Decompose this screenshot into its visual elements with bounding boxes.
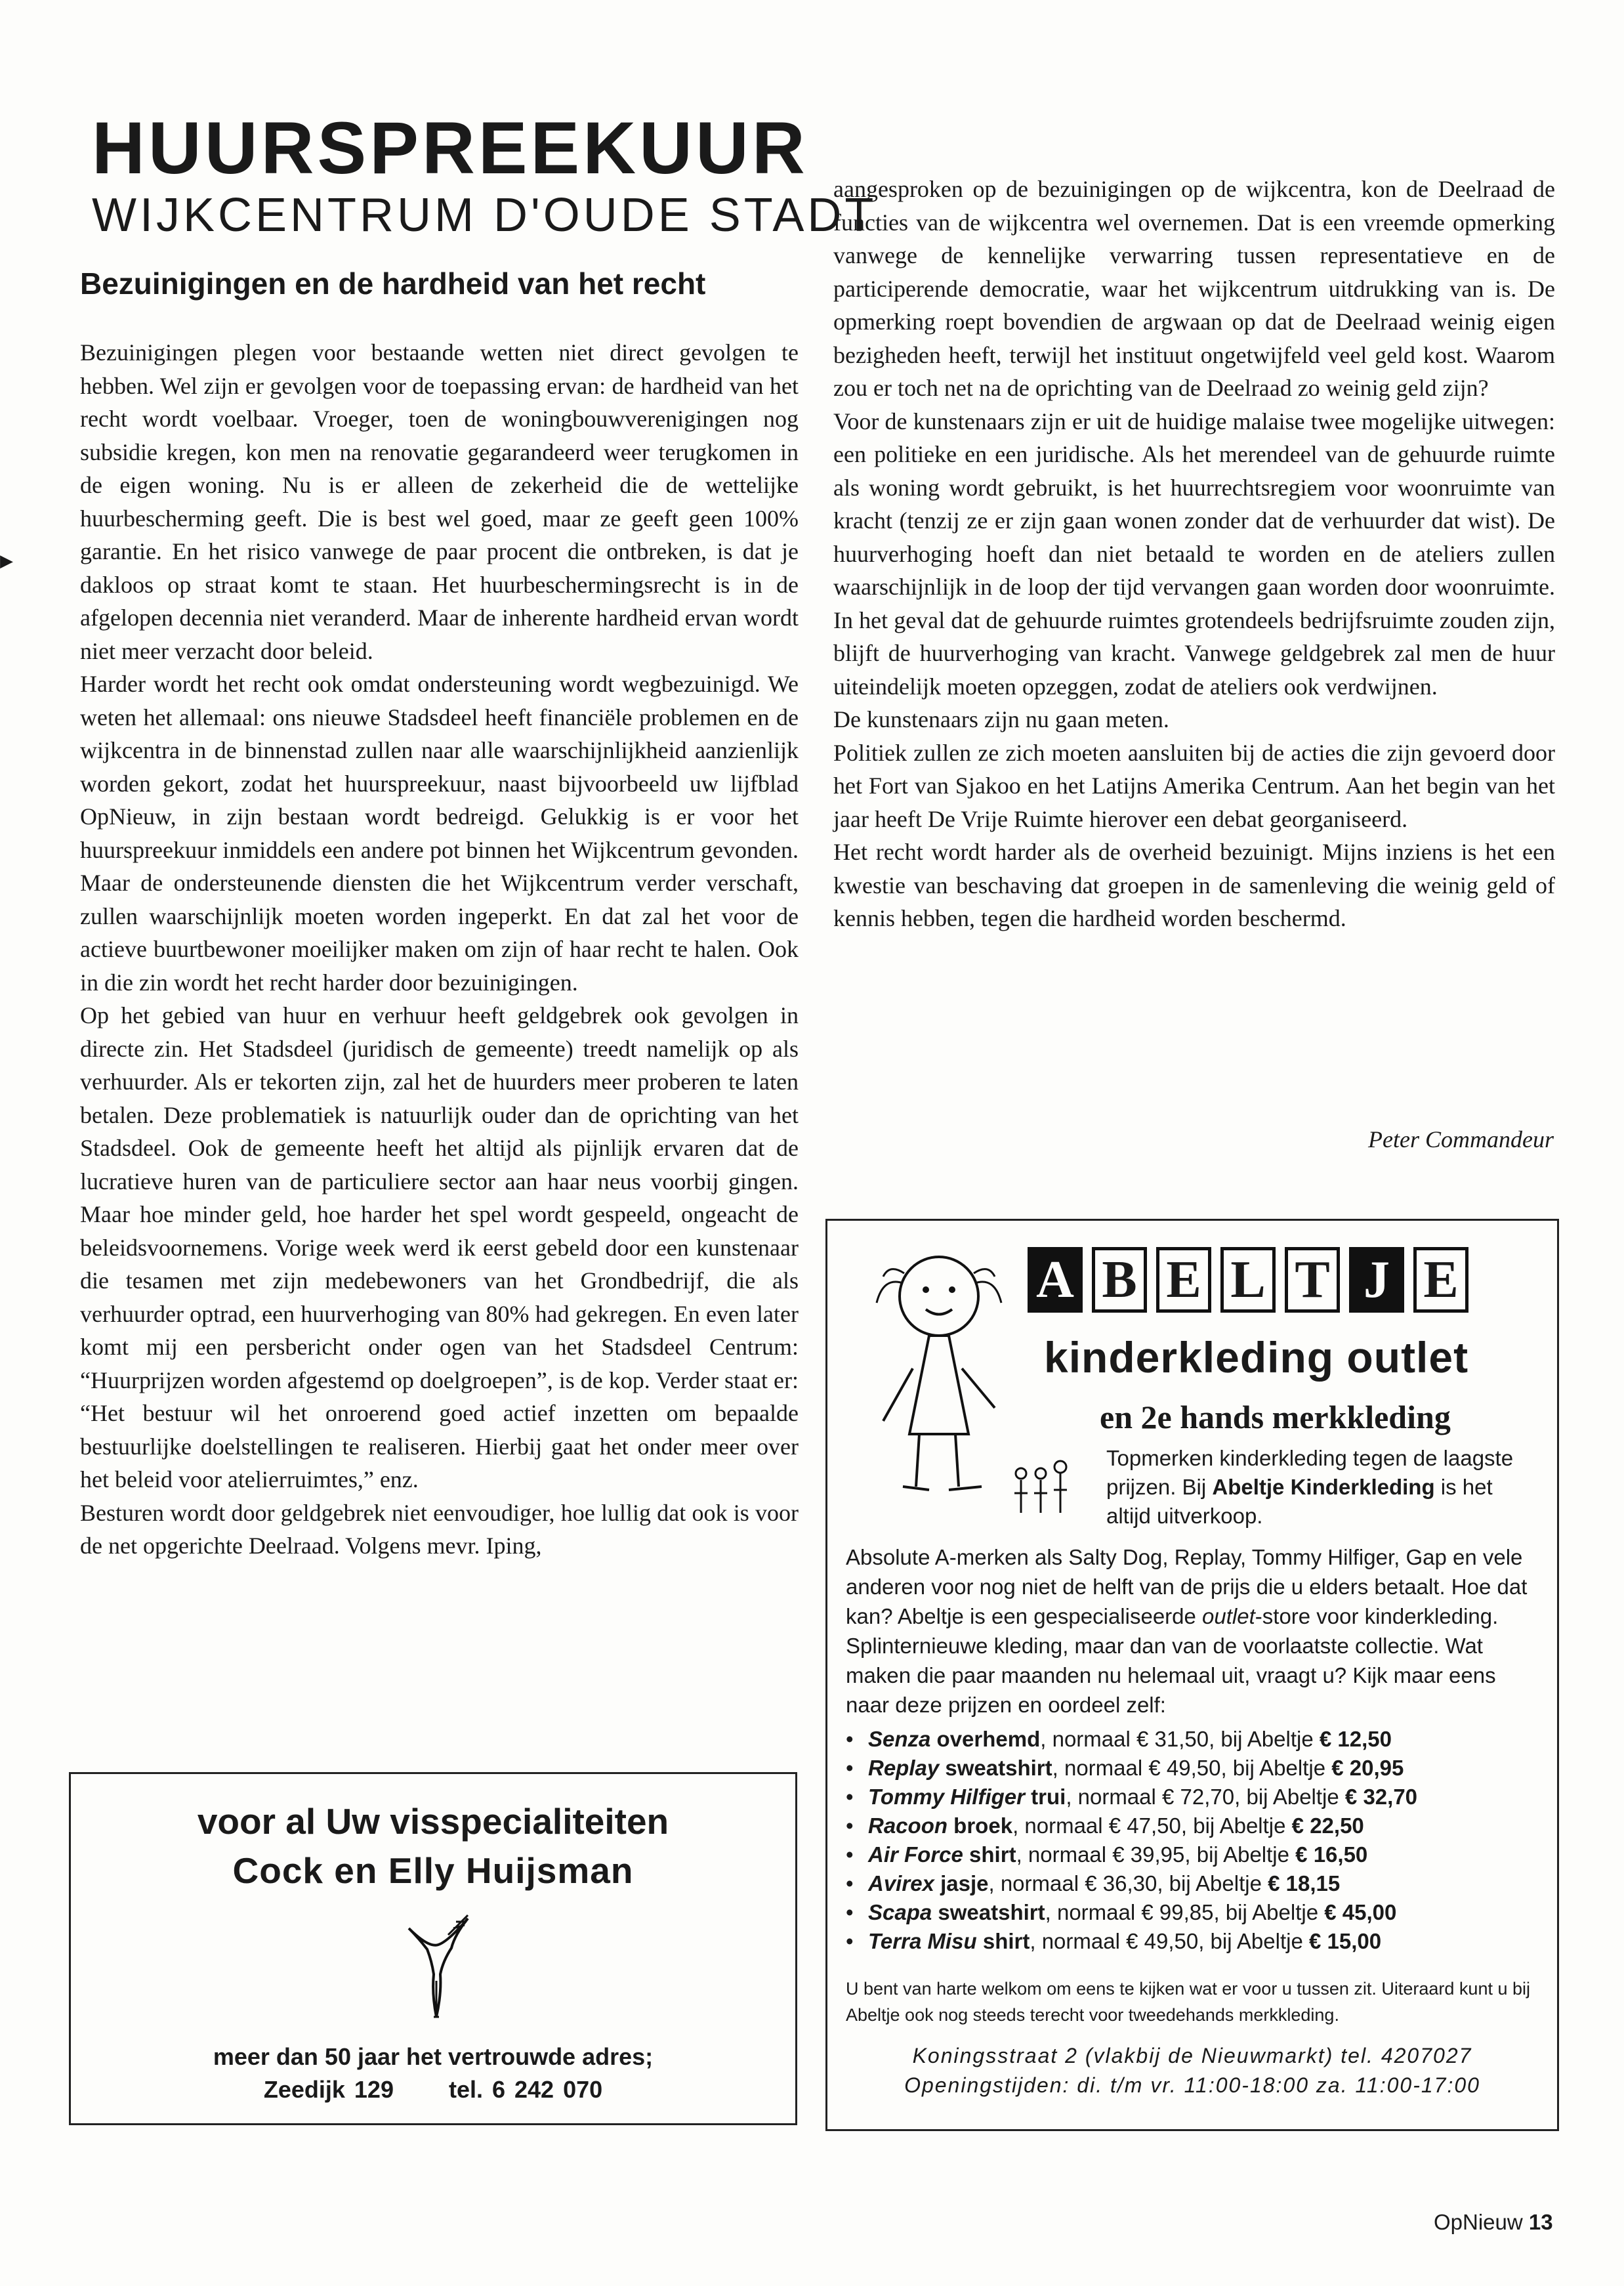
item-product: shirt: [963, 1842, 1016, 1867]
page-number: 13: [1528, 2210, 1553, 2234]
item-brand: Air Force: [868, 1842, 963, 1867]
article-heading: Bezuinigingen en de hardheid van het recht: [80, 266, 706, 301]
logo-letter: L: [1220, 1247, 1276, 1313]
fish-ad-address: Zeedijk 129 tel. 6 242 070: [263, 2076, 603, 2103]
item-normal: , normaal € 39,95, bij Abeltje: [1016, 1842, 1296, 1867]
abeltje-advertisement: [825, 1219, 1559, 2131]
fish-shop-advertisement: [69, 1772, 797, 2125]
item-brand: Racoon: [868, 1813, 948, 1838]
abeltje-hours: Openingstijden: di. t/m vr. 11:00-18:00 za. 11:00-17:00: [904, 2073, 1480, 2097]
item-brand: Senza: [868, 1727, 931, 1751]
logo-letter: A: [1028, 1247, 1083, 1313]
body-text-end: -store voor kinderkleding. Splinternieuwe kleding, maar dan van de voorlaatste collectie. Wat maken die paar maanden nu helemaal uit, vraagt u? Kijk maar eens naar deze prijzen en oordeel zelf:: [846, 1604, 1499, 1717]
price-list-item: [846, 1754, 1545, 1783]
paragraph: Politiek zullen ze zich moeten aansluiten bij de acties die zijn gevoerd door het Fort van Sjakoo en het Latijns Amerika Centrum. Aan het begin van het jaar heeft De Vrije Ruimte hierover een debat georganiseerd.: [833, 739, 1555, 832]
paragraph: De kunstenaars zijn nu gaan meten.: [833, 706, 1169, 732]
logo-letter: E: [1156, 1247, 1211, 1313]
item-normal: , normaal € 47,50, bij Abeltje: [1012, 1813, 1292, 1838]
article-column-left: [80, 336, 799, 1563]
abeltje-logo: [1028, 1247, 1468, 1313]
scan-mark: ▶: [0, 551, 13, 570]
price-list-item: [846, 1869, 1545, 1898]
price-list-item: [846, 1783, 1545, 1811]
item-normal: , normaal € 31,50, bij Abeltje: [1040, 1727, 1320, 1751]
item-price: € 15,00: [1308, 1929, 1382, 1953]
item-normal: , normaal € 99,85, bij Abeltje: [1045, 1900, 1325, 1924]
paragraph: Voor de kunstenaars zijn er uit de huidige malaise twee mogelijke uitwegen: een politieke en een juridische. Als het merendeel van de gehuurde ruimte als woning wordt gebruikt, is het huurrechtsregiem voor woonruimte van kracht (tenzij ze er zijn gaan wonen zonder dat de verhuurder dat wist). De huurverhoging hoeft dan niet betaald te worden en de ateliers zullen waarschijnlijk in de loop der tijd vervangen gaan worden door woonruimte. In het geval dat de gehuurde ruimtes grotendeels bedrijfsruimte zouden zijn, blijft de huurverhoging van kracht. Vanwege geldgebrek zal men de huur uiteindelijk moeten opzeggen, zodat de ateliers ook verdwijnen.: [833, 408, 1555, 700]
logo-letter: E: [1413, 1247, 1468, 1313]
item-product: overhemd: [930, 1727, 1041, 1751]
price-list-item: [846, 1725, 1545, 1754]
item-brand: Tommy Hilfiger: [868, 1785, 1025, 1809]
item-price: € 16,50: [1295, 1842, 1368, 1867]
item-price: € 18,15: [1268, 1871, 1341, 1895]
paragraph: aangesproken op de bezuinigingen op de wijkcentra, kon de Deelraad de functies van de wijkcentra wel overnemen. Dat is een vreemde opmerking vanwege de kennelijke verwarring tussen representatieve en de participerende democratie, waar het wijkcentrum uitdrukking van is. De opmerking roept bovendien de argwaan op dat de Deelraad weinig eigen bezigheden heeft, terwijl het instituut ongetwijfeld veel geld kost. Waarom zou er toch net na de oprichting van de Deelraad zo weinig geld zijn?: [833, 176, 1555, 401]
intro-text-end: is het altijd uitverkoop.: [1106, 1475, 1493, 1528]
abeltje-subtagline: en 2e hands merkkleding: [1100, 1399, 1451, 1435]
item-price: € 12,50: [1319, 1727, 1392, 1751]
abeltje-address: Koningsstraat 2 (vlakbij de Nieuwmarkt) tel. 4207027: [912, 2044, 1472, 2067]
abeltje-tagline: kinderkleding outlet: [1044, 1333, 1469, 1382]
price-list-item: [846, 1927, 1545, 1956]
logo-letter: J: [1349, 1247, 1404, 1313]
item-product: sweatshirt: [932, 1900, 1045, 1924]
fish-ad-headline: voor al Uw visspecialiteiten: [197, 1801, 669, 1842]
item-price: € 20,95: [1331, 1756, 1404, 1780]
price-list-item: [846, 1840, 1545, 1869]
item-product: jasje: [934, 1871, 989, 1895]
paragraph: Bezuinigingen plegen voor bestaande wetten niet direct gevolgen te hebben. Wel zijn er gevolgen voor de toepassing ervan: de hardheid van het recht wordt voelbaar. Vroeger, toen de woningbouwverenigingen nog subsidie kregen, kon men na renovatie gegarandeerd weer terugkomen in de eigen woning. Nu is er alleen de zekerheid die de wettelijke huurbescherming geeft. Die is best wel goed, maar ze geeft geen 100% garantie. En het risico vanwege de paar procent die ontbreken, is dat je dakloos op straat komt te staan. Het huurbeschermingsrecht is in de afgelopen decennia niet veranderd. Maar de inherente hardheid ervan wordt niet meer verzacht door beleid.: [80, 339, 799, 664]
article-title: HUURSPREEKUUR: [92, 107, 808, 189]
abeltje-body: [846, 1542, 1545, 1720]
item-product: shirt: [976, 1929, 1030, 1953]
body-text: Absolute A-merken als Salty Dog, Replay, Tommy Hilfiger, Gap en vele anderen voor nog niet de helft van de prijs die u elders betaalt. Hoe dat kan? Abeltje is een gespecialiseerde: [846, 1545, 1528, 1628]
item-product: sweatshirt: [939, 1756, 1052, 1780]
item-price: € 22,50: [1291, 1813, 1364, 1838]
article-subtitle: WIJKCENTRUM D'OUDE STADT: [92, 189, 877, 242]
abeltje-intro: [1106, 1444, 1526, 1531]
page-footer: [1434, 2210, 1553, 2235]
fish-logo-icon: [402, 1909, 474, 2027]
item-brand: Terra Misu: [868, 1929, 977, 1953]
item-brand: Avirex: [868, 1871, 934, 1895]
paragraph: Besturen wordt door geldgebrek niet eenvoudiger, hoe lullig dat ook is voor de net opgerichte Deelraad. Volgens mevr. Iping,: [80, 1499, 799, 1559]
price-list: [846, 1725, 1545, 1956]
intro-text: Topmerken kinderkleding tegen de laagste prijzen. Bij: [1106, 1446, 1514, 1499]
intro-store-name: Abeltje Kinderkleding: [1212, 1475, 1435, 1499]
article-column-right: [833, 173, 1555, 935]
article-author: Peter Commandeur: [1368, 1126, 1554, 1153]
price-list-item: [846, 1898, 1545, 1927]
item-brand: Scapa: [868, 1900, 932, 1924]
item-price: € 45,00: [1324, 1900, 1397, 1924]
item-product: broek: [947, 1813, 1013, 1838]
fish-ad-owners: Cock en Elly Huijsman: [232, 1850, 634, 1891]
item-brand: Replay: [868, 1756, 940, 1780]
abeltje-contact: [827, 2041, 1557, 2100]
item-normal: , normaal € 72,70, bij Abeltje: [1066, 1785, 1345, 1809]
item-product: trui: [1024, 1785, 1066, 1809]
logo-letter: B: [1092, 1247, 1147, 1313]
item-normal: , normaal € 36,30, bij Abeltje: [988, 1871, 1268, 1895]
paragraph: Harder wordt het recht ook omdat ondersteuning wordt wegbezuinigd. We weten het allemaal: ons nieuwe Stadsdeel heeft financiële problemen en de wijkcentra in de binnenstad zullen naar alle waarschijnlijkheid aanzienlijk worden gekort, zodat het huurspreekuur, naast bijvoorbeeld uw lijfblad OpNieuw, in zijn bestaan wordt bedreigd. Gelukkig is er voor het huurspreekuur inmiddels een andere pot binnen het Wijkcentrum gevonden. Maar de ondersteunende diensten die het Wijkcentrum verder verschaft, zullen waarschijnlijk moeten worden ingeperkt. En dat zal het voor de actieve buurtbewoner moeilijker maken om zijn of haar recht te halen. Ook in die zin wordt het recht harder door bezuinigingen.: [80, 671, 799, 996]
item-normal: , normaal € 49,50, bij Abeltje: [1052, 1756, 1332, 1780]
magazine-name: OpNieuw: [1434, 2210, 1523, 2234]
paragraph: Op het gebied van huur en verhuur heeft geldgebrek ook gevolgen in directe zin. Het Stadsdeel (juridisch de gemeente) treedt namelijk op als verhuurder. Als er tekorten zijn, zal het de huurders meer proberen te laten betalen. Deze problematiek is natuurlijk ouder dan de oprichting van het Stadsdeel. Ook de gemeente heeft het altijd als pijnlijk ervaren dat de lucratieve huren van de particuliere sector aan haar neus voorbij gingen. Maar hoe minder geld, hoe harder het spel wordt gespeeld, ongeacht de beleidsvoornemens. Vorige week werd ik eerst gebeld door een kunstenaar die tesamen met zijn medebewoners van het Grondbedrijf, die als verhuurder optrad, een huurverhoging van 80% had gekregen. En even later komt mij een persbericht onder ogen van het Stadsdeel Centrum: “Huurprijzen worden afgestemd op doelgroepen”, is de kop. Verder staat er: “Het bestuur wil het onroerend goed actief inzetten om bepaalde bestuurlijke doelstellingen te realiseren. Hierbij gaat het onder meer over het beleid voor atelierruimtes,” enz.: [80, 1002, 799, 1492]
fish-ad-tagline: meer dan 50 jaar het vertrouwde adres;: [213, 2043, 654, 2070]
item-normal: , normaal € 49,50, bij Abeltje: [1030, 1929, 1309, 1953]
item-price: € 32,70: [1344, 1785, 1418, 1809]
abeltje-welcome: U bent van harte welkom om eens te kijken wat er voor u tussen zit. Uiteraard kunt u bij Abeltje ook nog steeds terecht voor tweedehands merkkleding.: [846, 1979, 1530, 2025]
price-list-item: [846, 1811, 1545, 1840]
logo-letter: T: [1285, 1247, 1340, 1313]
paragraph: Het recht wordt harder als de overheid bezuinigt. Mijns inziens is het een kwestie van beschaving dat groepen in de samenleving die weinig geld of kennis hebben, tegen die hardheid worden beschermd.: [833, 839, 1555, 931]
body-outlet: outlet: [1202, 1604, 1255, 1628]
